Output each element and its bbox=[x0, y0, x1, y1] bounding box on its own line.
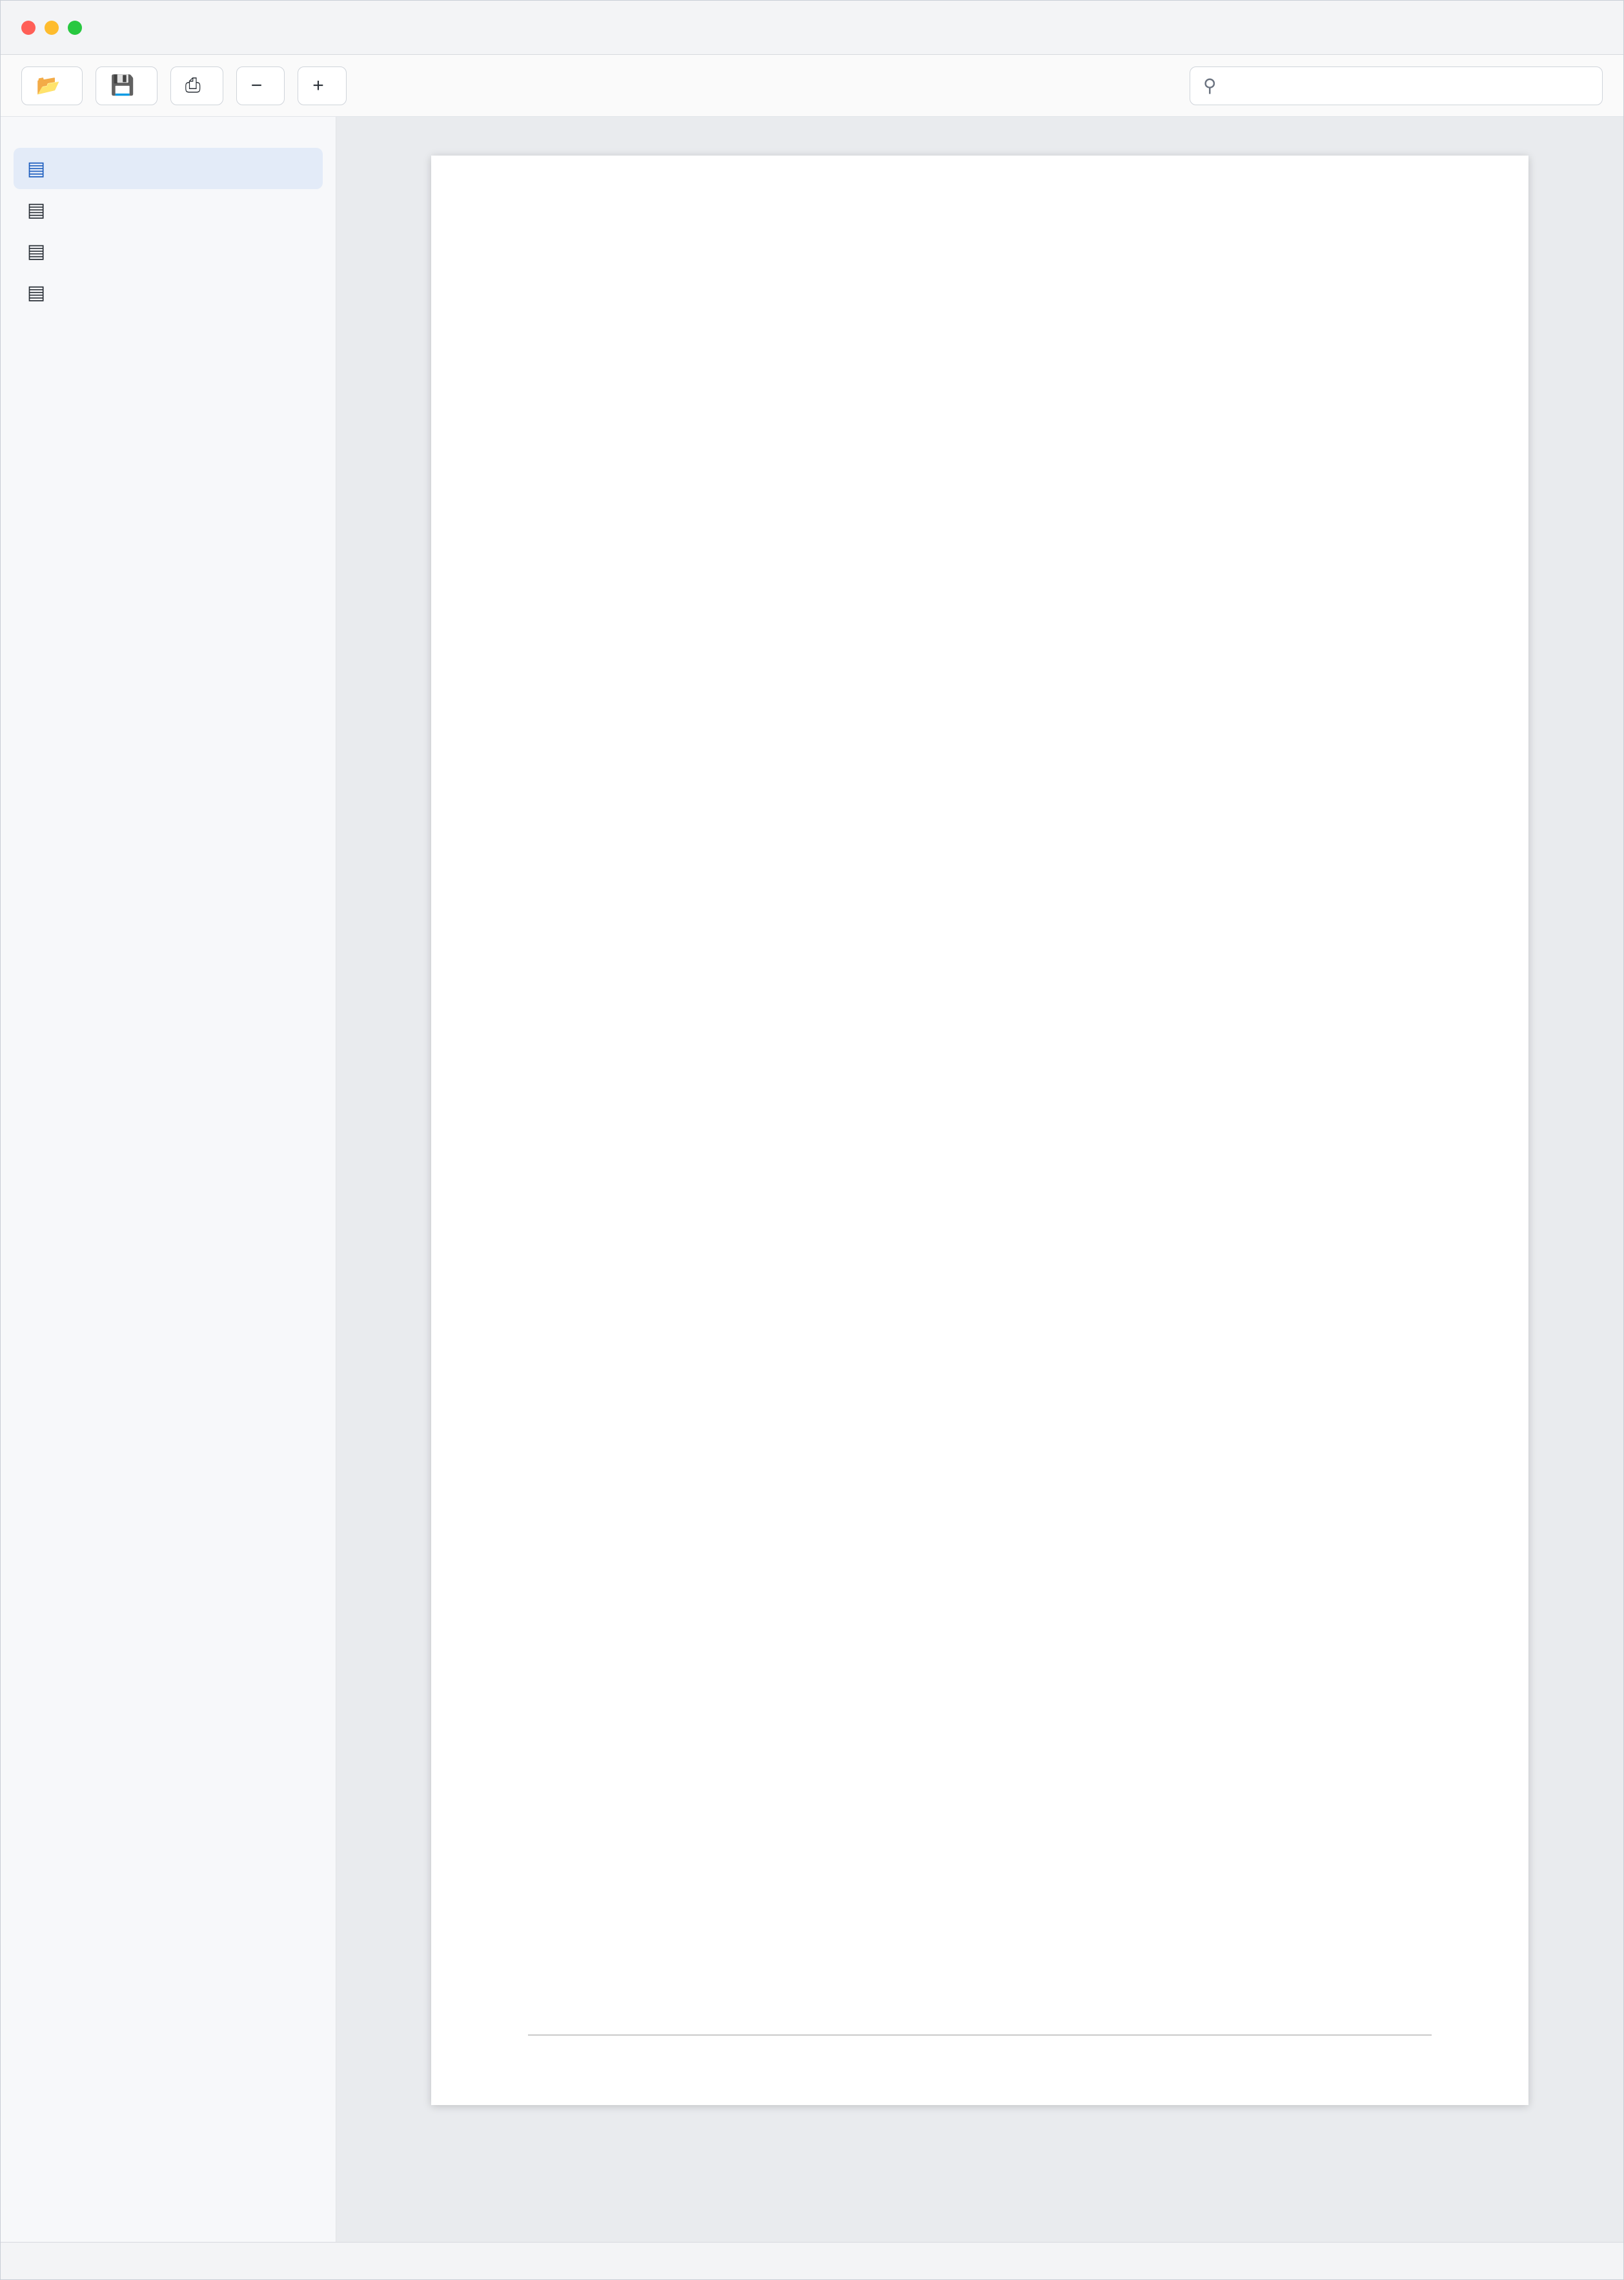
window-controls bbox=[21, 21, 82, 35]
document-page bbox=[431, 156, 1528, 2105]
print-icon: ⎙ bbox=[185, 74, 201, 96]
page-icon: ▤ bbox=[26, 157, 46, 180]
minimize-window-button[interactable] bbox=[45, 21, 59, 35]
search-icon: ⚲ bbox=[1203, 75, 1217, 96]
open-button[interactable] bbox=[21, 66, 83, 105]
sidebar-item[interactable] bbox=[14, 230, 323, 272]
document-paragraph bbox=[528, 330, 1432, 331]
save-button[interactable] bbox=[96, 66, 157, 105]
search-input[interactable] bbox=[1226, 76, 1589, 96]
maximize-window-button[interactable] bbox=[68, 21, 82, 35]
open-icon: 📂 bbox=[36, 74, 61, 96]
sidebar bbox=[1, 117, 336, 2242]
close-window-button[interactable] bbox=[21, 21, 36, 35]
page-footer bbox=[528, 2035, 1432, 2047]
page-icon: ▤ bbox=[26, 239, 46, 263]
save-icon: 💾 bbox=[110, 74, 135, 96]
document-paragraph bbox=[528, 352, 1432, 353]
document-paragraph bbox=[528, 375, 1432, 376]
page-icon: ▤ bbox=[26, 281, 46, 304]
zoom-in-button[interactable] bbox=[298, 66, 347, 105]
document-canvas[interactable] bbox=[336, 117, 1623, 2242]
print-button[interactable] bbox=[170, 66, 223, 105]
sidebar-item[interactable] bbox=[14, 189, 323, 230]
sidebar-item[interactable] bbox=[14, 148, 323, 189]
toolbar bbox=[1, 55, 1623, 117]
zoom-out-button[interactable] bbox=[236, 66, 285, 105]
status-bar bbox=[1, 2242, 1623, 2279]
search-box bbox=[1190, 66, 1603, 105]
page-icon: ▤ bbox=[26, 198, 46, 221]
zoom-in-icon: + bbox=[312, 74, 324, 96]
workspace bbox=[1, 117, 1623, 2242]
sidebar-item[interactable] bbox=[14, 272, 323, 313]
document-paragraph bbox=[528, 307, 1432, 308]
zoom-out-icon: − bbox=[250, 74, 263, 96]
title-bar bbox=[1, 1, 1623, 55]
